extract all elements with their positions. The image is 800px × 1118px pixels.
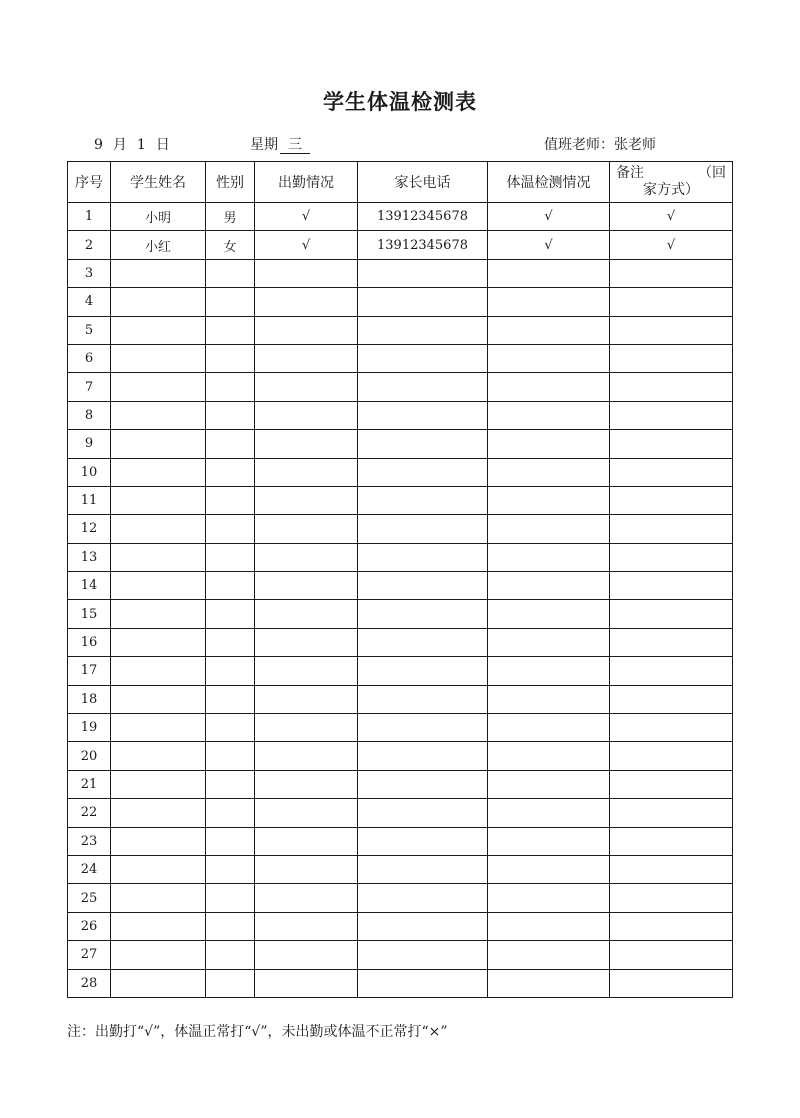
cell-remark[interactable]	[610, 486, 733, 514]
teacher-value: 张老师	[614, 137, 656, 153]
cell-seq[interactable]: 12	[68, 515, 111, 543]
cell-attendance[interactable]	[255, 969, 358, 997]
cell-remark[interactable]	[610, 714, 733, 742]
table-row	[68, 288, 733, 316]
table-row	[68, 373, 733, 401]
cell-seq[interactable]: 16	[68, 628, 111, 656]
cell-name[interactable]	[111, 770, 206, 798]
cell-attendance[interactable]: √	[255, 203, 358, 231]
table-row	[68, 855, 733, 883]
table-body	[68, 203, 733, 998]
cell-temperature[interactable]	[488, 344, 610, 372]
cell-temperature[interactable]	[488, 430, 610, 458]
cell-phone[interactable]	[358, 770, 488, 798]
cell-gender[interactable]	[206, 884, 255, 912]
cell-temperature[interactable]: √	[488, 203, 610, 231]
cell-name[interactable]	[111, 714, 206, 742]
cell-phone[interactable]	[358, 600, 488, 628]
cell-attendance[interactable]	[255, 515, 358, 543]
cell-phone[interactable]	[358, 458, 488, 486]
cell-gender[interactable]	[206, 572, 255, 600]
cell-attendance[interactable]	[255, 401, 358, 429]
cell-gender[interactable]	[206, 912, 255, 940]
cell-gender[interactable]: 男	[206, 203, 255, 231]
cell-phone[interactable]	[358, 685, 488, 713]
table-row	[68, 515, 733, 543]
cell-seq[interactable]: 15	[68, 600, 111, 628]
cell-seq[interactable]: 8	[68, 401, 111, 429]
cell-name[interactable]	[111, 515, 206, 543]
cell-phone[interactable]: 13912345678	[358, 231, 488, 259]
cell-remark[interactable]	[610, 884, 733, 912]
cell-seq[interactable]: 5	[68, 316, 111, 344]
date-month-unit: 月	[112, 137, 127, 153]
cell-seq[interactable]: 27	[68, 941, 111, 969]
cell-phone[interactable]	[358, 401, 488, 429]
cell-name[interactable]	[111, 316, 206, 344]
cell-temperature[interactable]	[488, 543, 610, 571]
cell-phone[interactable]	[358, 572, 488, 600]
table-row	[68, 714, 733, 742]
header-phone: 家长电话	[358, 162, 488, 203]
table-row	[68, 344, 733, 372]
cell-gender[interactable]	[206, 316, 255, 344]
cell-gender[interactable]: 女	[206, 231, 255, 259]
table-row	[68, 742, 733, 770]
cell-phone[interactable]	[358, 486, 488, 514]
cell-attendance[interactable]	[255, 486, 358, 514]
table-row	[68, 799, 733, 827]
cell-gender[interactable]	[206, 855, 255, 883]
cell-gender[interactable]	[206, 628, 255, 656]
cell-gender[interactable]	[206, 288, 255, 316]
cell-temperature[interactable]	[488, 827, 610, 855]
cell-gender[interactable]	[206, 401, 255, 429]
cell-phone[interactable]	[358, 941, 488, 969]
table-row	[68, 912, 733, 940]
cell-name[interactable]	[111, 827, 206, 855]
cell-name[interactable]	[111, 628, 206, 656]
table-row	[68, 430, 733, 458]
cell-attendance[interactable]	[255, 770, 358, 798]
cell-name[interactable]	[111, 799, 206, 827]
cell-seq[interactable]: 3	[68, 259, 111, 287]
cell-attendance[interactable]	[255, 259, 358, 287]
cell-seq[interactable]: 11	[68, 486, 111, 514]
cell-temperature[interactable]	[488, 912, 610, 940]
cell-temperature[interactable]	[488, 316, 610, 344]
cell-phone[interactable]	[358, 799, 488, 827]
header-remark-b: （回	[698, 165, 726, 181]
cell-name[interactable]: 小红	[111, 231, 206, 259]
cell-seq[interactable]: 20	[68, 742, 111, 770]
cell-attendance[interactable]	[255, 430, 358, 458]
cell-attendance[interactable]	[255, 543, 358, 571]
cell-gender[interactable]	[206, 941, 255, 969]
cell-attendance[interactable]	[255, 657, 358, 685]
cell-phone[interactable]	[358, 344, 488, 372]
cell-remark[interactable]	[610, 657, 733, 685]
cell-remark[interactable]	[610, 799, 733, 827]
weekday-label: 星期	[250, 137, 278, 153]
cell-remark[interactable]	[610, 941, 733, 969]
cell-temperature[interactable]	[488, 884, 610, 912]
cell-attendance[interactable]	[255, 288, 358, 316]
date-day: 1	[136, 137, 146, 153]
cell-attendance[interactable]	[255, 458, 358, 486]
cell-remark[interactable]	[610, 401, 733, 429]
cell-remark[interactable]	[610, 458, 733, 486]
cell-phone[interactable]	[358, 657, 488, 685]
table-row	[68, 941, 733, 969]
table-row	[68, 770, 733, 798]
table-row	[68, 231, 733, 259]
table-row	[68, 486, 733, 514]
cell-remark[interactable]	[610, 600, 733, 628]
cell-remark[interactable]	[610, 912, 733, 940]
cell-attendance[interactable]	[255, 628, 358, 656]
cell-attendance[interactable]	[255, 572, 358, 600]
cell-seq[interactable]: 13	[68, 543, 111, 571]
table-row	[68, 259, 733, 287]
cell-seq[interactable]: 10	[68, 458, 111, 486]
cell-phone[interactable]	[358, 316, 488, 344]
header-remark	[610, 162, 733, 203]
cell-name[interactable]	[111, 344, 206, 372]
cell-temperature[interactable]: √	[488, 231, 610, 259]
cell-gender[interactable]	[206, 515, 255, 543]
cell-phone[interactable]	[358, 259, 488, 287]
cell-seq[interactable]: 18	[68, 685, 111, 713]
cell-gender[interactable]	[206, 827, 255, 855]
header-remark-c: 家方式）	[643, 182, 699, 198]
cell-remark[interactable]	[610, 770, 733, 798]
cell-attendance[interactable]	[255, 855, 358, 883]
cell-temperature[interactable]	[488, 458, 610, 486]
cell-seq[interactable]: 19	[68, 714, 111, 742]
cell-phone[interactable]	[358, 515, 488, 543]
cell-seq[interactable]: 6	[68, 344, 111, 372]
cell-name[interactable]	[111, 430, 206, 458]
cell-name[interactable]	[111, 288, 206, 316]
cell-attendance[interactable]	[255, 714, 358, 742]
cell-name[interactable]	[111, 884, 206, 912]
cell-remark[interactable]	[610, 316, 733, 344]
cell-remark[interactable]	[610, 430, 733, 458]
cell-remark[interactable]	[610, 259, 733, 287]
cell-attendance[interactable]	[255, 685, 358, 713]
cell-temperature[interactable]	[488, 515, 610, 543]
cell-seq[interactable]: 23	[68, 827, 111, 855]
table-row	[68, 458, 733, 486]
table-row	[68, 657, 733, 685]
cell-name[interactable]	[111, 855, 206, 883]
cell-attendance[interactable]	[255, 941, 358, 969]
cell-temperature[interactable]	[488, 259, 610, 287]
cell-phone[interactable]	[358, 912, 488, 940]
cell-gender[interactable]	[206, 486, 255, 514]
cell-phone[interactable]	[358, 742, 488, 770]
cell-gender[interactable]	[206, 373, 255, 401]
cell-seq[interactable]: 17	[68, 657, 111, 685]
cell-attendance[interactable]	[255, 799, 358, 827]
cell-remark[interactable]	[610, 288, 733, 316]
cell-remark[interactable]	[610, 344, 733, 372]
cell-seq[interactable]: 7	[68, 373, 111, 401]
cell-gender[interactable]	[206, 458, 255, 486]
cell-remark[interactable]: √	[610, 203, 733, 231]
cell-temperature[interactable]	[488, 288, 610, 316]
header-gender: 性别	[206, 162, 255, 203]
cell-phone[interactable]	[358, 373, 488, 401]
temperature-table	[67, 161, 733, 998]
cell-gender[interactable]	[206, 430, 255, 458]
cell-name[interactable]	[111, 458, 206, 486]
cell-gender[interactable]	[206, 344, 255, 372]
cell-seq[interactable]: 24	[68, 855, 111, 883]
table-row	[68, 401, 733, 429]
cell-gender[interactable]	[206, 969, 255, 997]
cell-gender[interactable]	[206, 685, 255, 713]
cell-name[interactable]	[111, 373, 206, 401]
table-row	[68, 543, 733, 571]
table-row	[68, 600, 733, 628]
cell-name[interactable]	[111, 543, 206, 571]
cell-name[interactable]	[111, 259, 206, 287]
date-field	[94, 134, 180, 154]
cell-phone[interactable]: 13912345678	[358, 203, 488, 231]
cell-name[interactable]	[111, 572, 206, 600]
date-day-unit: 日	[155, 137, 170, 153]
cell-name[interactable]	[111, 685, 206, 713]
cell-temperature[interactable]	[488, 799, 610, 827]
cell-name[interactable]	[111, 401, 206, 429]
cell-attendance[interactable]	[255, 344, 358, 372]
cell-temperature[interactable]	[488, 969, 610, 997]
cell-seq[interactable]: 25	[68, 884, 111, 912]
table-row	[68, 572, 733, 600]
cell-remark[interactable]	[610, 969, 733, 997]
cell-name[interactable]	[111, 657, 206, 685]
cell-gender[interactable]	[206, 543, 255, 571]
cell-temperature[interactable]	[488, 685, 610, 713]
teacher-field	[544, 134, 656, 154]
cell-attendance[interactable]: √	[255, 231, 358, 259]
teacher-label: 值班老师：	[544, 137, 614, 153]
cell-name[interactable]	[111, 486, 206, 514]
header-attendance: 出勤情况	[255, 162, 358, 203]
cell-temperature[interactable]	[488, 600, 610, 628]
header-name: 学生姓名	[111, 162, 206, 203]
cell-gender[interactable]	[206, 657, 255, 685]
header-temperature: 体温检测情况	[488, 162, 610, 203]
cell-name[interactable]	[111, 600, 206, 628]
cell-phone[interactable]	[358, 827, 488, 855]
cell-temperature[interactable]	[488, 401, 610, 429]
header-remark-a: 备注	[616, 165, 644, 181]
table-row	[68, 628, 733, 656]
table-row	[68, 884, 733, 912]
cell-phone[interactable]	[358, 628, 488, 656]
cell-seq[interactable]: 14	[68, 572, 111, 600]
cell-remark[interactable]	[610, 543, 733, 571]
cell-remark[interactable]	[610, 515, 733, 543]
cell-temperature[interactable]	[488, 628, 610, 656]
table-row	[68, 827, 733, 855]
cell-gender[interactable]	[206, 600, 255, 628]
cell-attendance[interactable]	[255, 884, 358, 912]
weekday-field	[250, 134, 310, 154]
cell-remark[interactable]	[610, 628, 733, 656]
cell-phone[interactable]	[358, 855, 488, 883]
cell-phone[interactable]	[358, 969, 488, 997]
footnote: 注：出勤打“√”，体温正常打“√”，未出勤或体温不正常打“×”	[67, 1024, 448, 1040]
cell-seq[interactable]: 2	[68, 231, 111, 259]
cell-attendance[interactable]	[255, 316, 358, 344]
cell-seq[interactable]: 9	[68, 430, 111, 458]
cell-gender[interactable]	[206, 799, 255, 827]
cell-remark[interactable]	[610, 572, 733, 600]
table-row	[68, 685, 733, 713]
cell-name[interactable]: 小明	[111, 203, 206, 231]
cell-temperature[interactable]	[488, 373, 610, 401]
cell-gender[interactable]	[206, 259, 255, 287]
cell-remark[interactable]	[610, 685, 733, 713]
cell-gender[interactable]	[206, 770, 255, 798]
cell-temperature[interactable]	[488, 572, 610, 600]
cell-remark[interactable]	[610, 742, 733, 770]
cell-seq[interactable]: 26	[68, 912, 111, 940]
cell-name[interactable]	[111, 941, 206, 969]
cell-attendance[interactable]	[255, 373, 358, 401]
cell-phone[interactable]	[358, 714, 488, 742]
cell-remark[interactable]	[610, 827, 733, 855]
cell-seq[interactable]: 4	[68, 288, 111, 316]
cell-temperature[interactable]	[488, 714, 610, 742]
cell-gender[interactable]	[206, 742, 255, 770]
cell-temperature[interactable]	[488, 855, 610, 883]
cell-remark[interactable]: √	[610, 231, 733, 259]
cell-attendance[interactable]	[255, 742, 358, 770]
table-row	[68, 969, 733, 997]
cell-name[interactable]	[111, 912, 206, 940]
table-header-row	[68, 162, 733, 203]
cell-remark[interactable]	[610, 373, 733, 401]
cell-temperature[interactable]	[488, 657, 610, 685]
cell-gender[interactable]	[206, 714, 255, 742]
cell-attendance[interactable]	[255, 827, 358, 855]
cell-phone[interactable]	[358, 884, 488, 912]
cell-name[interactable]	[111, 969, 206, 997]
cell-temperature[interactable]	[488, 742, 610, 770]
cell-phone[interactable]	[358, 288, 488, 316]
cell-attendance[interactable]	[255, 912, 358, 940]
cell-seq[interactable]: 28	[68, 969, 111, 997]
cell-name[interactable]	[111, 742, 206, 770]
cell-remark[interactable]	[610, 855, 733, 883]
cell-seq[interactable]: 1	[68, 203, 111, 231]
cell-temperature[interactable]	[488, 770, 610, 798]
date-month: 9	[94, 137, 103, 153]
page-title: 学生体温检测表	[323, 89, 477, 114]
weekday-value: 三	[280, 138, 310, 154]
cell-temperature[interactable]	[488, 486, 610, 514]
cell-seq[interactable]: 21	[68, 770, 111, 798]
cell-attendance[interactable]	[255, 600, 358, 628]
cell-seq[interactable]: 22	[68, 799, 111, 827]
cell-phone[interactable]	[358, 430, 488, 458]
table-row	[68, 203, 733, 231]
cell-temperature[interactable]	[488, 941, 610, 969]
header-seq: 序号	[68, 162, 111, 203]
cell-phone[interactable]	[358, 543, 488, 571]
table-row	[68, 316, 733, 344]
